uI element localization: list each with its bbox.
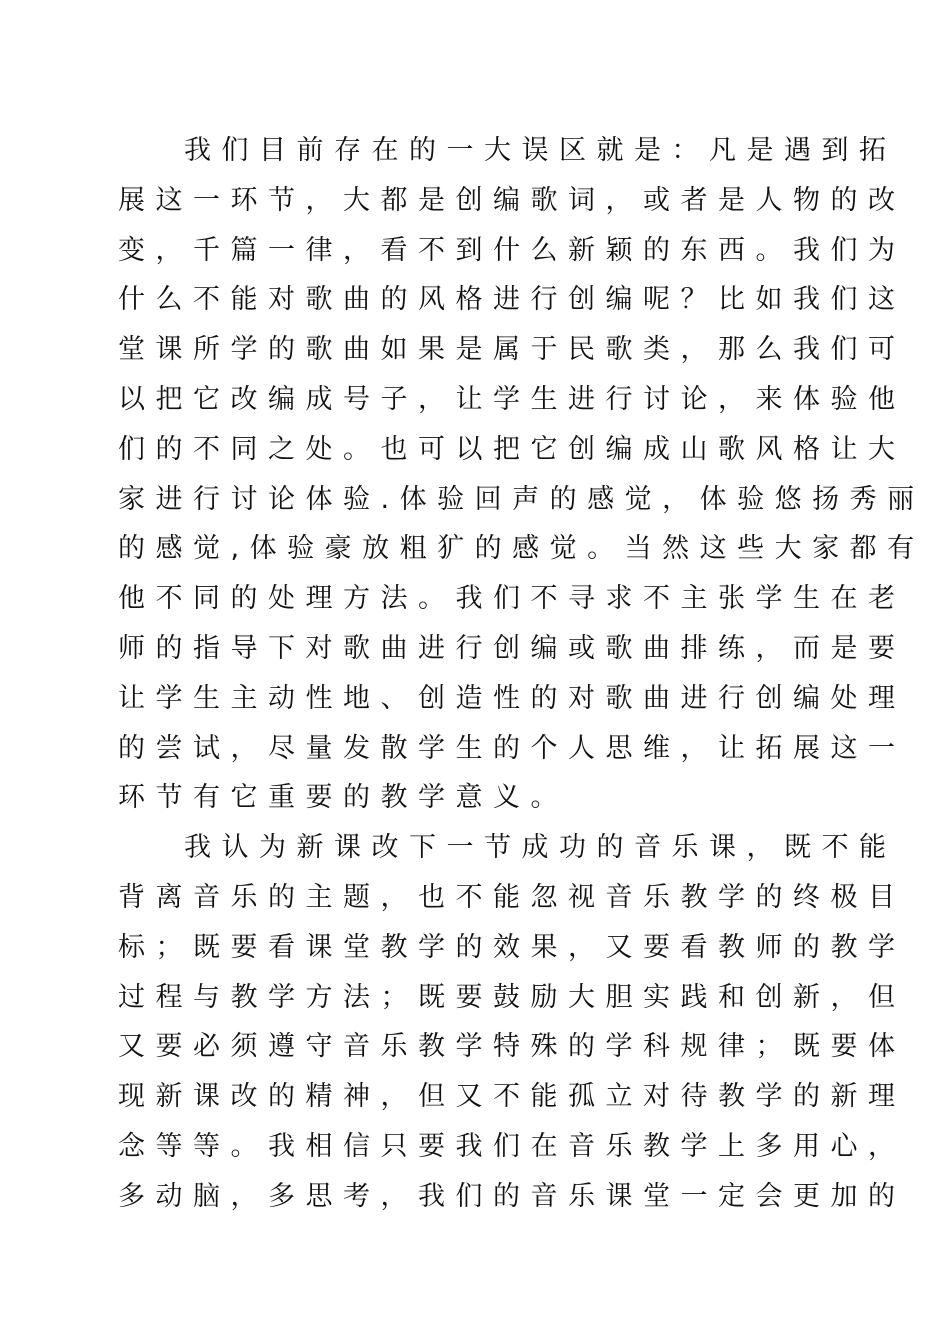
paragraph-2 bbox=[118, 823, 906, 1221]
text-line: 师的指导下对歌曲进行创编或歌曲排练，而是要 bbox=[118, 632, 906, 664]
text-line: 的感觉,体验豪放粗犷的感觉。当然这些大家都有 bbox=[118, 533, 925, 565]
text-line: 又要必须遵守音乐教学特殊的学科规律；既要体 bbox=[118, 1031, 906, 1063]
text-line: 变，千篇一律，看不到什么新颖的东西。我们为 bbox=[118, 234, 906, 266]
paragraph-1 bbox=[118, 126, 925, 823]
text-line: 环节有它重要的教学意义。 bbox=[118, 782, 568, 814]
text-line: 念等等。我相信只要我们在音乐教学上多用心， bbox=[118, 1130, 906, 1162]
text-line: 多动脑，多思考，我们的音乐课堂一定会更加的 bbox=[118, 1180, 906, 1212]
text-line: 们的不同之处。也可以把它创编成山歌风格让大 bbox=[118, 433, 906, 465]
text-line: 标；既要看课堂教学的效果，又要看教师的教学 bbox=[118, 931, 906, 963]
text-line: 我认为新课改下一节成功的音乐课，既不能 bbox=[184, 832, 897, 864]
text-line: 堂课所学的歌曲如果是属于民歌类，那么我们可 bbox=[118, 334, 906, 366]
text-line: 家进行讨论体验.体验回声的感觉，体验悠扬秀丽 bbox=[118, 483, 925, 515]
text-line: 现新课改的精神，但又不能孤立对待教学的新理 bbox=[118, 1081, 906, 1113]
body-text bbox=[118, 126, 925, 1222]
text-line: 以把它改编成号子，让学生进行讨论，来体验他 bbox=[118, 383, 906, 415]
text-line: 过程与教学方法；既要鼓励大胆实践和创新，但 bbox=[118, 981, 906, 1013]
text-line: 他不同的处理方法。我们不寻求不主张学生在老 bbox=[118, 583, 906, 615]
text-line: 的尝试，尽量发散学生的个人思维，让拓展这一 bbox=[118, 732, 906, 764]
text-line: 我们目前存在的一大误区就是：凡是遇到拓 bbox=[184, 135, 897, 166]
text-line: 展这一环节，大都是创编歌词，或者是人物的改 bbox=[118, 184, 906, 216]
text-line: 什么不能对歌曲的风格进行创编呢？比如我们这 bbox=[118, 284, 906, 316]
text-line: 背离音乐的主题，也不能忽视音乐教学的终极目 bbox=[118, 881, 906, 913]
text-line: 让学生主动性地、创造性的对歌曲进行创编处理 bbox=[118, 682, 906, 714]
